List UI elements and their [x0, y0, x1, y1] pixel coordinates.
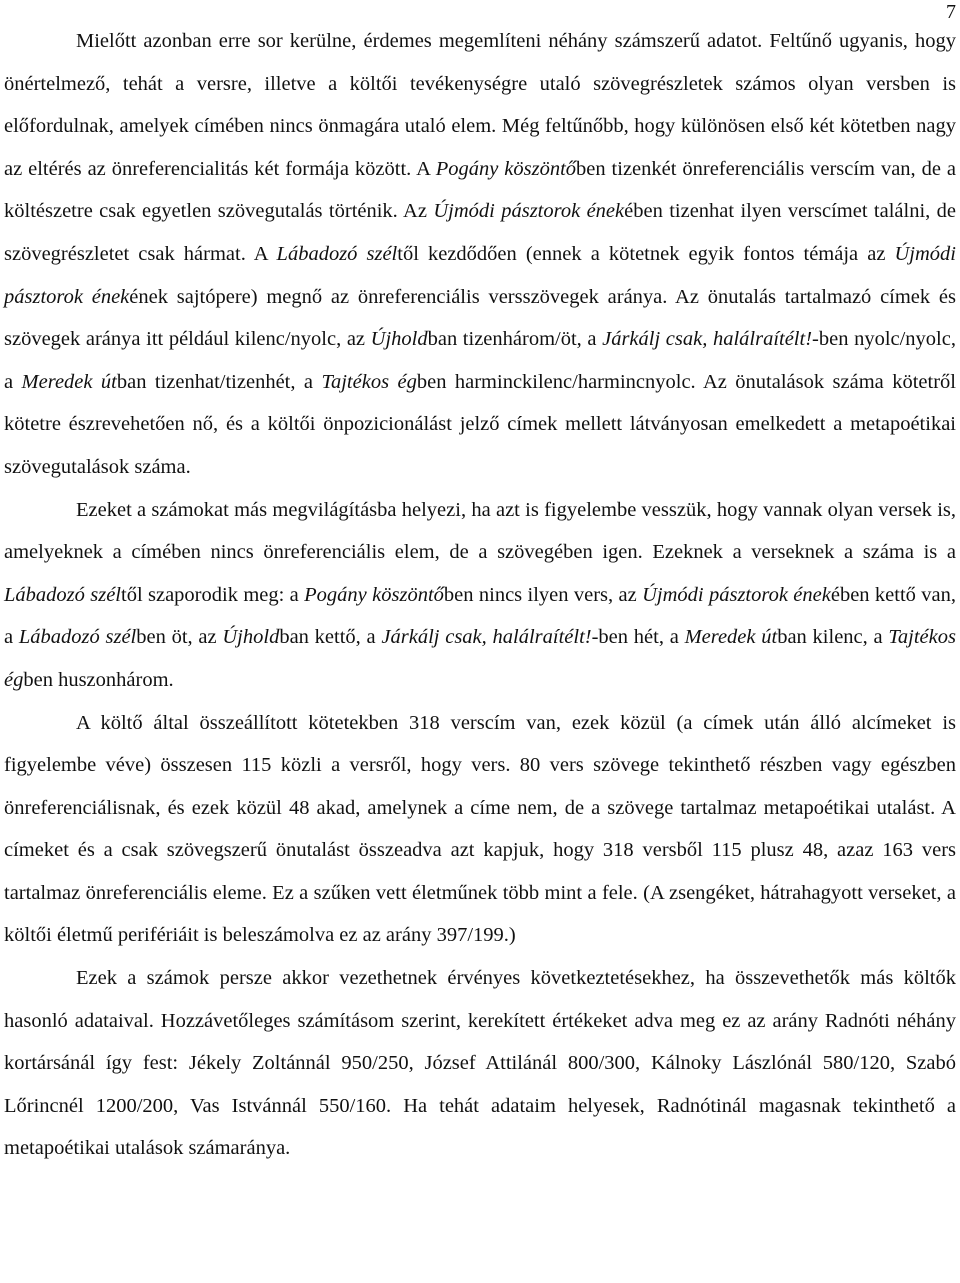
paragraph-text: Ezeket a számokat más megvilágításba helyezi, ha azt is figyelembe vesszük, hogy vannak olyan versek is, amelyeknek a címében nincs önreferenciális elem, de a szövegében igen. Ezeknek a verseknek a száma is a — [4, 498, 956, 564]
paragraph-text: től kezdődően (ennek a kötetnek egyik fontos témája az — [397, 242, 895, 265]
paragraph-text: ban tizenhárom/öt, a — [427, 328, 603, 351]
italic-title-text: Újhold — [222, 626, 280, 649]
body-text — [4, 20, 956, 1170]
paragraph-text: ében kettő van, a — [4, 583, 956, 649]
italic-title-text: Újhold — [370, 328, 428, 351]
paragraph-text: ban tizenhat/tizenhét, a — [116, 370, 322, 393]
italic-title-text: Meredek út — [684, 626, 778, 649]
page-number: 7 — [946, 1, 956, 23]
italic-title-text: Újmódi pásztorok ének — [642, 583, 831, 606]
italic-title-text: Meredek út — [21, 370, 117, 393]
paragraph-text: ben tizenkét önreferenciális verscím van, de a költészetre csak egyetlen szövegutalás történik. Az — [4, 157, 956, 223]
italic-title-text: Járkálj csak, halálraítélt! — [381, 626, 592, 649]
paragraph-text: ében tizenhat ilyen verscímet találni, de szövegrészletet csak hármat. A — [4, 200, 956, 265]
paragraph-text: Mielőtt azonban erre sor kerülne, érdemes megemlíteni néhány számszerű adatot. Feltűnő ugyanis, hogy önértelmező, tehát a versre, illetve a költői tevékenységre utaló szövegrészletek számos olyan versben is előfordulnak, amelyek címében nincs önmagára utaló elem. Még feltűnőbb, hogy különösen első két kötetben nagy az eltérés az önreferencialitás két formája között. A — [4, 30, 956, 180]
paragraph-text: től szaporodik meg: a — [121, 583, 305, 606]
paragraph-text: ben nincs ilyen vers, az — [443, 583, 643, 606]
italic-title-text: Pogány köszöntő — [304, 583, 444, 606]
italic-title-text: Tajtékos ég — [4, 626, 956, 691]
paragraph-1 — [4, 20, 956, 489]
paragraph-text: -ben nyolc/nyolc, a — [4, 328, 956, 393]
paragraph-text: ben öt, az — [136, 626, 223, 649]
paragraph-3 — [4, 702, 956, 958]
italic-title-text: Pogány köszöntő — [435, 157, 577, 180]
italic-title-text: Tajtékos ég — [321, 370, 417, 393]
italic-title-text: Újmódi pásztorok ének — [433, 200, 625, 223]
paragraph-4 — [4, 957, 956, 1170]
paragraph-text: ban kettő, a — [279, 626, 382, 649]
paragraph-2 — [4, 489, 956, 702]
italic-title-text: Lábadozó szél — [18, 626, 137, 649]
italic-title-text: Járkálj csak, halálraítélt! — [602, 328, 813, 351]
paragraph-text: ben huszonhárom. — [23, 668, 174, 691]
italic-title-text: Lábadozó szél — [4, 583, 121, 606]
paragraph-text: ban kilenc, a — [777, 626, 889, 649]
paragraph-text: -ben hét, a — [591, 626, 685, 649]
italic-title-text: Újmódi pásztorok ének — [4, 242, 956, 308]
italic-title-text: Lábadozó szél — [276, 242, 398, 265]
paragraph-text: ben harminckilenc/harmincnyolc. Az önutalások száma kötetről kötetre észrevehetően nő, és a költői önpozicionálást jelző címek mellett látványosan emelkedett a metapoétikai szövegutalások száma. — [4, 370, 956, 478]
paragraph-text: Ezek a számok persze akkor vezethetnek érvényes következtetésekhez, ha összevethetők más költők hasonló adataival. Hozzávetőleges számításom szerint, kerekített értékeket adva meg ez az arány Radnóti néhány kortársánál így fest: Jékely Zoltánnál 950/250, József Attilánál 800/300, Kálnoky Lászlónál 580/120, Szabó Lőrincnél 1200/200, Vas Istvánnál 550/160. Ha tehát adataim helyesek, Radnótinál magasnak tekinthető a metapoétikai utalások számaránya. — [4, 967, 956, 1160]
paragraph-text: A költő által összeállított kötetekben 318 verscím van, ezek közül (a címek után álló alcímeket is figyelembe véve) összesen 115 közli a versről, hogy vers. 80 vers szövege tekinthető részben vagy egészben önreferenciálisnak, és ezek közül 48 akad, amelynek a címe nem, de a szövege tartalmaz metapoétikai utalást. A címeket és a csak szövegszerű önutalást összeadva azt kapjuk, hogy 318 versből 115 plusz 48, azaz 163 vers tartalmaz önreferenciális eleme. Ez a szűken vett életműnek több mint a fele. (A zsengéket, hátrahagyott verseket, a költői életmű perifériáit is beleszámolva ez az arány 397/199.) — [4, 711, 956, 947]
paragraph-text: ének sajtópere) megnő az önreferenciális versszövegek aránya. Az önutalás tartalmazó címek és szövegek aránya itt például kilenc/nyolc, az — [4, 285, 957, 351]
